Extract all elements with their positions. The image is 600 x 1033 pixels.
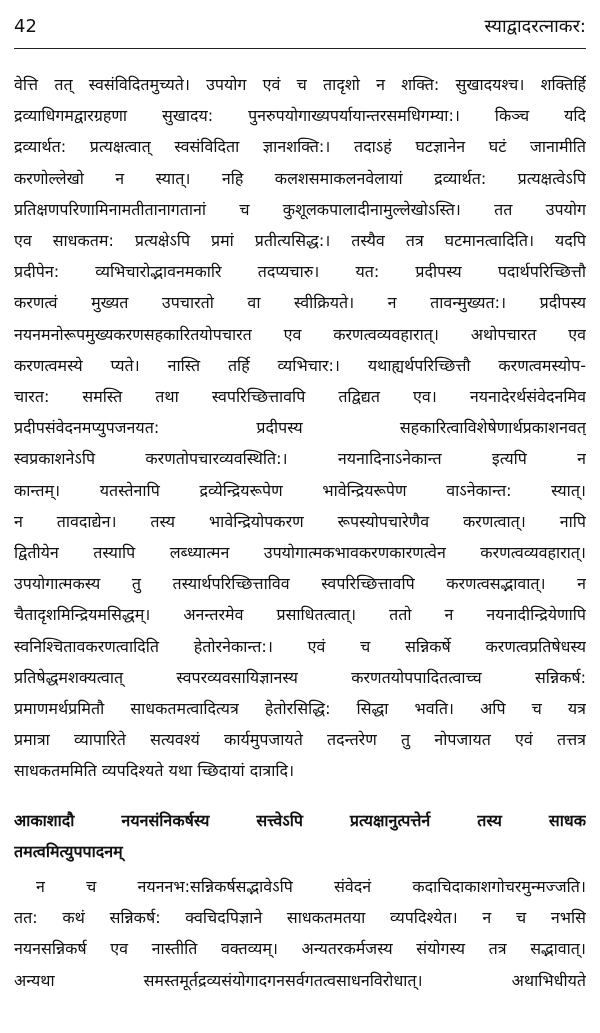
text-line: स्वनिश्चितावकरणत्वादिति हेतोरनेकान्त:। एवं च सन्निकर्षे करणत्वप्रतिषेधस्य xyxy=(14,636,586,656)
text-line: प्रमात्रा व्यापारिते सत्यवश्यं कार्यमुपजायते तदन्तरेण तु नोपजायत एवं तत्तत्र xyxy=(14,730,586,750)
text-line: एव साधकतम: प्रत्यक्षेऽपि प्रमां प्रतीत्यसिद्ध:। तस्यैव तत्र घटमानत्वादिति। यदपि xyxy=(14,231,586,251)
text-line: कान्तम्। यतस्तेनापि द्रव्येन्द्रियरूपेण भावेन्द्रियरूपेण वाऽनेकान्त: स्यात्। xyxy=(14,480,586,500)
text-line: नयनसन्निकर्ष एव नास्तीति वक्तव्यम्। अन्यतरकर्मजस्य संयोगस्य तत्र सद्भावात्। xyxy=(14,939,586,959)
text-line: वेत्ति तत् स्वसंविदितमुच्यते। उपयोग एवं च तादृशो न शक्ति: सुखादयश्च। शक्तिर्हि xyxy=(14,75,586,94)
heading-line: आकाशादौ नयनसंनिकर्षस्य सत्त्वेऽपि प्रत्यक्षानुत्पत्तेर्न तस्य साधक xyxy=(14,810,586,830)
text-line: चारत: समस्ति तथा स्वपरिच्छित्तावपि तद्विद्यत एव। नयनादेरर्थसंवेदनमिव xyxy=(14,387,586,407)
page-header xyxy=(14,12,586,49)
text-line: द्वितीयेन तस्यापि लब्ध्यात्मन उपयोगात्मकभावकरणकारणत्वेन करणत्वव्यवहारात्। xyxy=(14,543,586,563)
text-line: करणत्वमस्ये प्यते। नास्ति तर्हि व्यभिचार:। यथाह्यर्थपरिच्छित्तौ करणत्वमस्योप- xyxy=(14,355,586,375)
main-paragraph xyxy=(14,69,586,787)
heading-line: तमत्वमित्युपपादनम् xyxy=(14,841,123,861)
section-paragraph xyxy=(14,871,586,996)
section-heading xyxy=(14,805,586,867)
text-line: करणत्वं मुख्यत उपचारतो वा स्वीक्रियते। न तावन्मुख्यत:। प्रदीपस्य xyxy=(14,293,586,313)
text-line: अन्यथा समस्तमूर्तद्रव्यसंयोगादगनसर्वगतत्वसाधनविरोधात्। अथाभिधीयते xyxy=(14,970,586,990)
text-line: नयनमनोरूपमुख्यकरणसहकारितयोपचारत एव करणत्वव्यवहारात्। अथोपचारत एव xyxy=(14,324,586,344)
text-line: न च नयननभ:सन्निकर्षसद्भावेऽपि संवेदनं कदाचिदाकाशगोचरमुन्मज्जति। xyxy=(36,877,586,897)
running-title: स्याद्वादरत्नाकर: xyxy=(484,16,586,37)
text-line: उपयोगात्मकस्य तु तस्यार्थपरिच्छित्ताविव स्वपरिच्छित्तावपि करणत्वसद्भावात्। न xyxy=(14,574,586,594)
text-line: चैतादृशमिन्द्रियमसिद्धम्। अनन्तरमेव प्रसाधितत्वात्। ततो न नयनादीन्द्रियेणापि xyxy=(14,605,586,625)
text-line: करणोल्लेखो न स्यात्। नहि कलशसमाकलनवेलायां द्रव्यार्थत: प्रत्यक्षत्वेऽपि xyxy=(14,168,586,188)
page-number: 42 xyxy=(14,16,37,37)
text-line: प्रदीपसंवेदनमप्युपजनयत: प्रदीपस्य सहकारित्वाविशेषेणार्थप्रकाशनवत् xyxy=(14,418,586,438)
text-line: प्रतिक्षणपरिणामिनामतीतानागतानां च कुशूलकपालादीनामुल्लेखोऽस्ति। तत उपयोग xyxy=(14,199,586,219)
text-line: द्रव्याधिगमद्वारग्रहणा सुखादय: पुनरुपयोगाख्यपर्यायान्तरसमधिगम्या:। किञ्च यदि xyxy=(14,106,586,126)
text-line: तत: कथं सन्निकर्ष: क्वचिदपिज्ञाने साधकतमतया व्यपदिश्येत। न च नभसि xyxy=(14,908,586,928)
text-line: साधकतममिति व्यपदिश्यते यथा च्छिदायां दात्रादि। xyxy=(14,761,295,781)
text-line: प्रतिषेद्धमशक्यत्वात् स्वपरव्यवसायिज्ञानस्य करणतयोपपादितत्वाच्च सन्निकर्ष: xyxy=(14,667,586,687)
text-line: प्रमाणमर्थप्रमितौ साधकतमत्वादित्यत्र हेतोरसिद्धि: सिद्धा भवति। अपि च यत्र xyxy=(14,699,586,719)
text-line: द्रव्यार्थत: प्रत्यक्षत्वात् स्वसंविदिता ज्ञानशक्ति:। तदाऽहं घटज्ञानेन घटं जानामीति xyxy=(14,137,586,157)
text-line: प्रदीपेन: व्यभिचारोद्भावनमकारि तदप्यचारु। यत: प्रदीपस्य पदार्थपरिच्छित्तौ xyxy=(14,262,586,282)
text-line: न तावदाद्येन। तस्य भावेन्द्रियोपकरण रूपस्योपचारेणैव करणत्वात्। नापि xyxy=(14,511,586,531)
text-line: स्वप्रकाशनेऽपि करणतोपचारव्यवस्थिति:। नयनादिनाऽनेकान्त इत्यपि न xyxy=(14,449,586,469)
book-page xyxy=(14,12,586,1022)
